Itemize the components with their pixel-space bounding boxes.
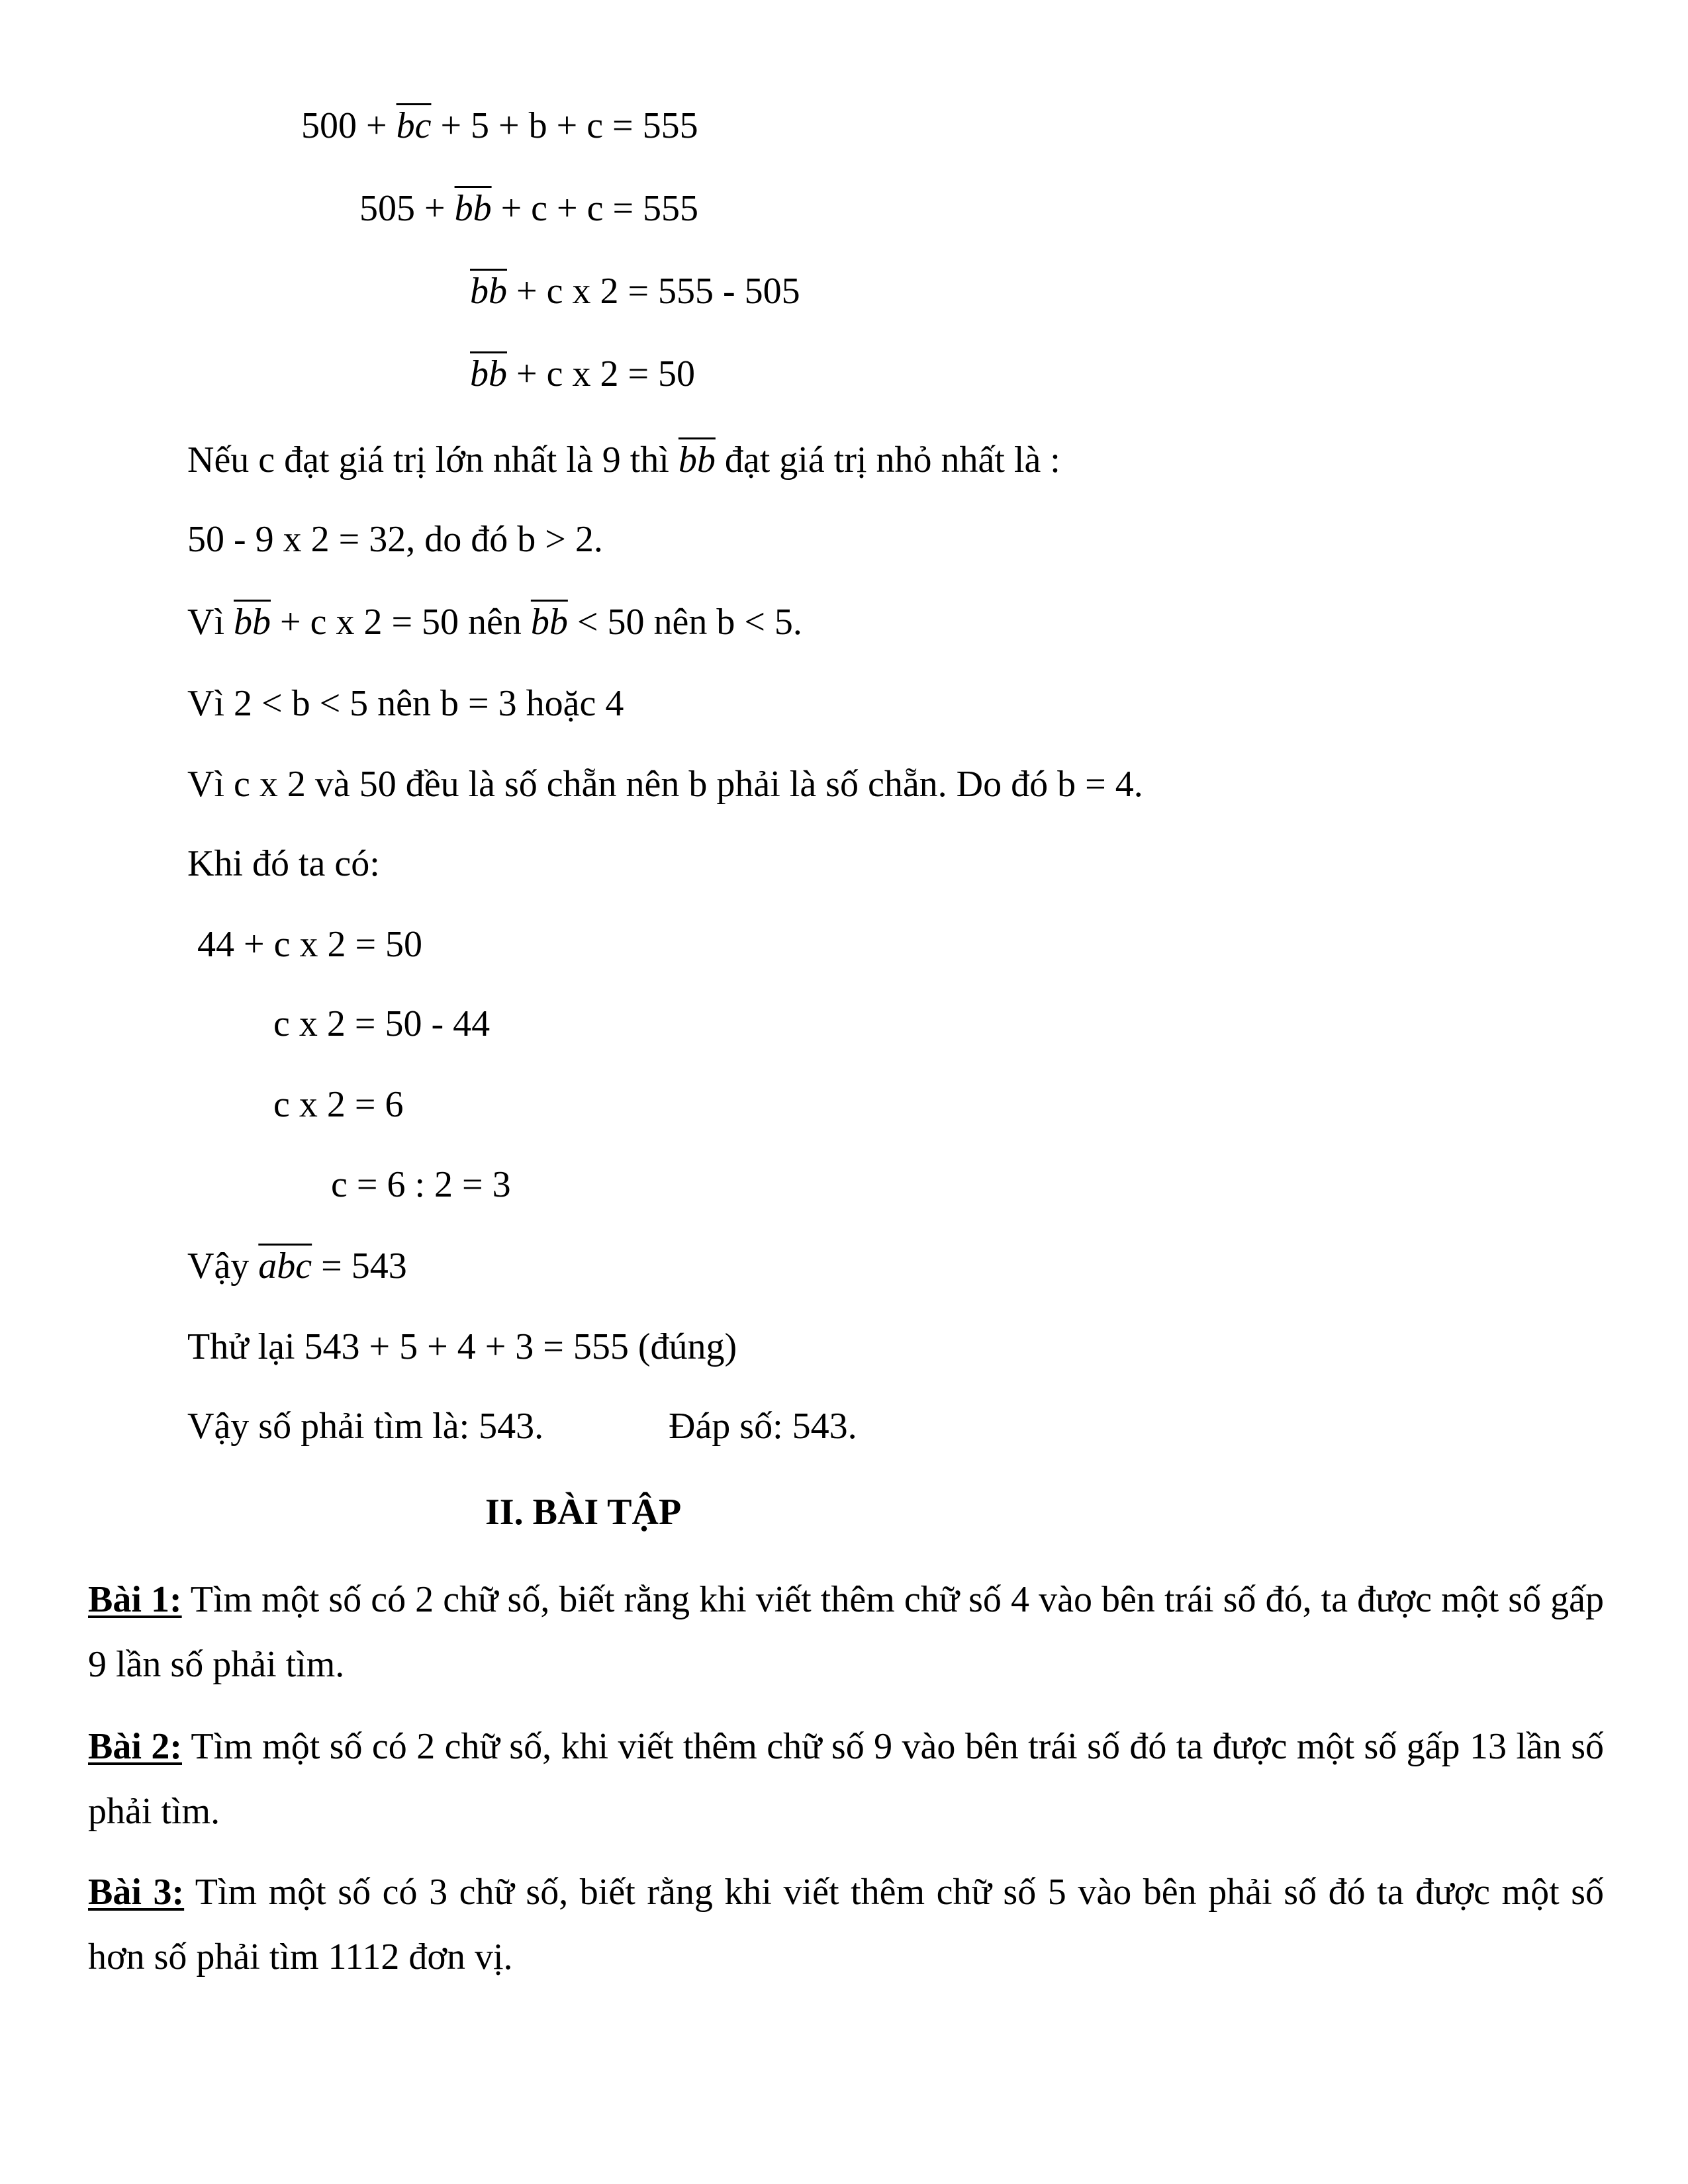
eq4-right: + c x 2 = 50 (507, 353, 696, 394)
line15-b: = 543 (312, 1246, 407, 1287)
eq2-left: 505 + (359, 188, 455, 229)
line15-a: Vậy (187, 1246, 259, 1287)
exercise-text: Tìm một số có 2 chữ số, khi viết thêm chữ số 9 vào bên trái số đó ta được một số gấp 13 lần số phải tìm. (88, 1726, 1605, 1832)
equation-line-3 (470, 268, 800, 314)
overline-bb: $\overline{bb}$ (470, 271, 507, 312)
exercise-label: Bài 2: (88, 1726, 182, 1767)
text-line-17a: Vậy số phải tìm là: 543. (187, 1406, 544, 1447)
eq2-right: + c + c = 555 (491, 188, 699, 229)
text-line-17b: Đáp số: 543. (669, 1406, 857, 1447)
text-line-14: c = 6 : 2 = 3 (331, 1164, 511, 1205)
overline-bb: $\overline{bb}$ (678, 439, 716, 480)
equation-line-4 (470, 351, 695, 397)
text-line-15 (187, 1243, 407, 1289)
exercise-label: Bài 3: (88, 1872, 185, 1913)
text-line-6: 50 - 9 x 2 = 32, do đó b > 2. (187, 519, 603, 560)
text-line-13: c x 2 = 6 (273, 1084, 404, 1125)
exercise-label: Bài 1: (88, 1579, 182, 1620)
equation-line-1 (301, 103, 698, 149)
text-line-5 (187, 437, 1060, 483)
line5-a: Nếu c đạt giá trị lớn nhất là 9 thì (187, 439, 679, 480)
overline-abc: $\overline{abc}$ (258, 1246, 312, 1287)
overline-bb: $\overline{bb}$ (234, 602, 271, 643)
text-line-12: c x 2 = 50 - 44 (273, 1003, 491, 1044)
text-line-9: Vì c x 2 và 50 đều là số chẵn nên b phải là số chẵn. Do đó b = 4. (187, 764, 1143, 805)
text-line-7 (187, 599, 802, 645)
overline-bb: $\overline{bb}$ (530, 602, 568, 643)
text-line-16: Thử lại 543 + 5 + 4 + 3 = 555 (đúng) (187, 1326, 737, 1367)
exercise-2 (88, 1714, 1604, 1844)
overline-bb: $\overline{bb}$ (454, 188, 492, 229)
line7-c: < 50 nên b < 5. (567, 602, 802, 643)
line7-b: + c x 2 = 50 nên (271, 602, 531, 643)
text-line-11: 44 + c x 2 = 50 (197, 924, 423, 965)
overline-bc: $\overline{bc}$ (396, 105, 432, 146)
exercise-3 (88, 1860, 1604, 1989)
text-line-8: Vì 2 < b < 5 nên b = 3 hoặc 4 (187, 683, 624, 724)
section-heading: II. BÀI TẬP (485, 1492, 682, 1533)
line5-b: đạt giá trị nhỏ nhất là : (715, 439, 1060, 480)
line7-a: Vì (187, 602, 234, 643)
exercise-1 (88, 1567, 1604, 1697)
eq1-right: + 5 + b + c = 555 (431, 105, 698, 146)
eq3-right: + c x 2 = 555 - 505 (507, 271, 800, 312)
text-line-10: Khi đó ta có: (187, 843, 380, 884)
exercise-text: Tìm một số có 2 chữ số, biết rằng khi viết thêm chữ số 4 vào bên trái số đó, ta được một số gấp 9 lần số phải tìm. (88, 1579, 1605, 1685)
exercise-text: Tìm một số có 3 chữ số, biết rằng khi viết thêm chữ số 5 vào bên phải số đó ta được một số hơn số phải tìm 1112 đơn vị. (88, 1872, 1605, 1978)
equation-line-2 (359, 185, 698, 232)
overline-bb: $\overline{bb}$ (470, 353, 507, 394)
eq1-left: 500 + (301, 105, 397, 146)
